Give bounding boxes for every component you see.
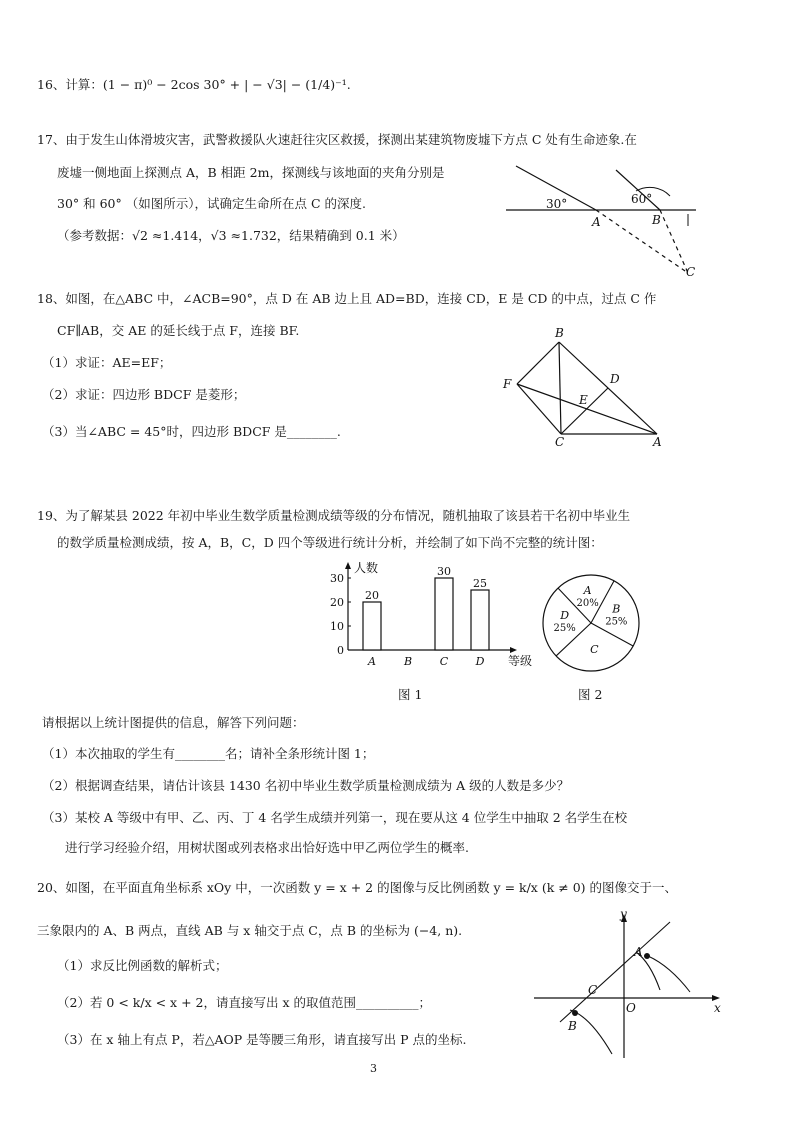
q20-line2: 三象限内的 A、B 两点，直线 AB 与 x 轴交于点 C，点 B 的坐标为 (−4, n).: [37, 923, 463, 938]
x-axis-label: 等级: [508, 654, 533, 668]
q19-p1: （1）本次抽取的学生有________名；请补全条形统计图 1；: [42, 746, 375, 761]
q19-p2: （2）根据调查结果，请估计该县 1430 名初中毕业生数学质量检测成绩为 A 级的人数是多少？: [42, 778, 570, 793]
pie-label-B: B: [612, 602, 621, 616]
q18-p3: （3）当∠ABC = 45°时，四边形 BDCF 是________.: [42, 424, 341, 439]
axis-x-label: x: [714, 1001, 721, 1015]
q20-line1: 20、如图，在平面直角坐标系 xOy 中，一次函数 y = x + 2 的图像与反比例函数 y = k/x (k ≠ 0) 的图像交于一、: [37, 880, 678, 895]
label-d: D: [610, 372, 620, 386]
y-tick-label: 10: [330, 620, 344, 633]
x-tick-C: C: [439, 655, 449, 668]
page-number: 3: [370, 1062, 377, 1075]
pie-pct-B: 25%: [605, 616, 628, 628]
q19-p3a: （3）某校 A 等级中有甲、乙、丙、丁 4 名学生成绩并列第一，现在要从这 4 位学生中抽取 2 名学生在校: [42, 810, 628, 825]
q17-line3: 30° 和 60° （如图所示），试确定生命所在点 C 的深度.: [57, 196, 366, 211]
x-tick-A: A: [368, 655, 376, 668]
label-e: E: [579, 393, 588, 407]
bar-label-C: 30: [437, 565, 451, 578]
q17-line2: 废墟一侧地面上探测点 A，B 相距 2m，探测线与该地面的夹角分别是: [57, 165, 445, 180]
point-b-label: B: [652, 213, 661, 227]
angle-a-label: 30°: [546, 197, 568, 211]
label-f: F: [503, 377, 512, 391]
y-tick-label: 0: [337, 644, 344, 657]
pie-label-A: A: [583, 583, 592, 597]
bar-D: [471, 590, 489, 650]
axis-y-label: y: [620, 907, 627, 921]
q18-line2: CF∥AB，交 AE 的延长线于点 F，连接 BF.: [57, 323, 300, 338]
q18-line1: 18、如图，在△ABC 中，∠ACB=90°，点 D 在 AB 边上且 AD=BD，连接 CD，E 是 CD 的中点，过点 C 作: [37, 291, 657, 306]
pie-label-C: C: [590, 643, 599, 657]
pie-label-D: D: [560, 609, 570, 623]
x-tick-B: B: [403, 655, 413, 668]
label-b: B: [555, 326, 564, 340]
y-tick-label: 20: [330, 596, 344, 609]
q20-p1: （1）求反比例函数的解析式；: [57, 958, 228, 973]
point-a: A: [634, 945, 643, 959]
q20-p2: （2）若 0 < k/x < x + 2，请直接写出 x 的取值范围__________；: [57, 995, 431, 1010]
q19-line1: 19、为了解某县 2022 年初中毕业生数学质量检测成绩等级的分布情况，随机抽取了该县若干名初中毕业生: [37, 508, 631, 523]
probe-dash-b: [660, 210, 688, 273]
y-tick-label: 30: [330, 572, 344, 585]
bar-label-D: 25: [473, 577, 487, 590]
pie-chart: [540, 572, 642, 674]
q19-line2: 的数学质量检测成绩，按 A，B，C，D 四个等级进行统计分析，并绘制了如下尚不完整的统计图：: [57, 535, 603, 550]
q18-p1: （1）求证：AE=EF；: [42, 355, 172, 370]
q20-p3: （3）在 x 轴上有点 P，若△AOP 是等腰三角形，请直接写出 P 点的坐标.: [57, 1032, 467, 1047]
q20-figure: [530, 907, 730, 1062]
origin-o: O: [626, 1001, 636, 1015]
bar-C: [435, 578, 453, 650]
q18-figure: [497, 322, 677, 447]
q17-line1: 17、由于发生山体滑坡灾害，武警救援队火速赶往灾区救援，探测出某建筑物废墟下方点 C 处有生命迹象.在: [37, 132, 637, 147]
point-a-label: A: [592, 215, 601, 229]
q19-intro: 请根据以上统计图提供的信息，解答下列问题：: [42, 715, 305, 730]
fig2-caption: 图 2: [578, 687, 603, 702]
angle-b-label: 60°: [631, 192, 653, 206]
y-axis-label: 人数: [354, 561, 379, 575]
q19-p3b: 进行学习经验介绍，用树状图或列表格求出恰好选中甲乙两位学生的概率.: [65, 840, 469, 855]
point-b: B: [568, 1019, 577, 1033]
label-a: A: [653, 435, 662, 449]
bar-chart: [318, 558, 533, 676]
pie-pct-A: 20%: [576, 597, 599, 609]
bar-A: [363, 602, 381, 650]
point-c-label: C: [686, 265, 696, 279]
bar-label-A: 20: [365, 589, 379, 602]
point-c: C: [588, 983, 598, 997]
label-c: C: [555, 435, 565, 449]
q18-p2: （2）求证：四边形 BDCF 是菱形；: [42, 387, 246, 402]
pie-pct-D: 25%: [553, 623, 576, 635]
q17-line4: （参考数据：√2 ≈1.414，√3 ≈1.732，结果精确到 0.1 米）: [57, 228, 405, 243]
q16-text: 16、计算：(1 − π)⁰ − 2cos 30° + | − √3| − (1/4)⁻¹.: [37, 77, 351, 92]
q17-figure: [496, 158, 706, 282]
x-tick-D: D: [475, 655, 485, 668]
fig1-caption: 图 1: [398, 687, 423, 702]
